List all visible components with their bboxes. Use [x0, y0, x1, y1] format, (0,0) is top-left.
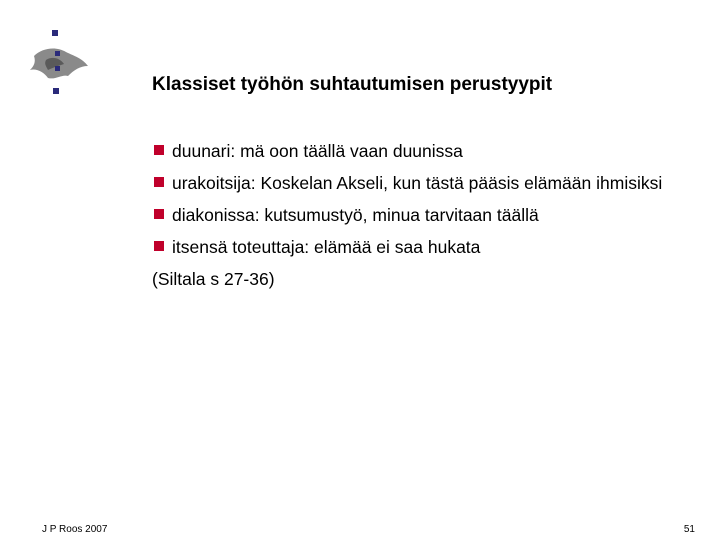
- list-item: [152, 231, 692, 263]
- list-item: [152, 167, 692, 199]
- source-note: (Siltala s 27-36): [152, 269, 275, 289]
- list-item: [152, 135, 692, 167]
- bullet-text: diakonissa: kutsumustyö, minua tarvitaan täällä: [172, 205, 539, 225]
- bullet-square-icon: [154, 145, 164, 155]
- list-item: [152, 199, 692, 231]
- bullet-square-icon: [154, 209, 164, 219]
- bullet-text: urakoitsija: Koskelan Akseli, kun tästä pääsis elämään ihmisiksi: [172, 173, 663, 193]
- footer-author: J P Roos 2007: [42, 524, 108, 535]
- bullet-square-icon: [154, 177, 164, 187]
- bullet-square-icon: [154, 241, 164, 251]
- page-number: 51: [683, 524, 695, 535]
- bullet-text: duunari: mä oon täällä vaan duunissa: [172, 141, 463, 161]
- slide-title: Klassiset työhön suhtautumisen perustyypit: [152, 74, 553, 95]
- bullet-text: itsensä toteuttaja: elämää ei saa hukata: [172, 237, 481, 257]
- university-logo-icon: [22, 26, 94, 98]
- bullet-list: [152, 135, 692, 295]
